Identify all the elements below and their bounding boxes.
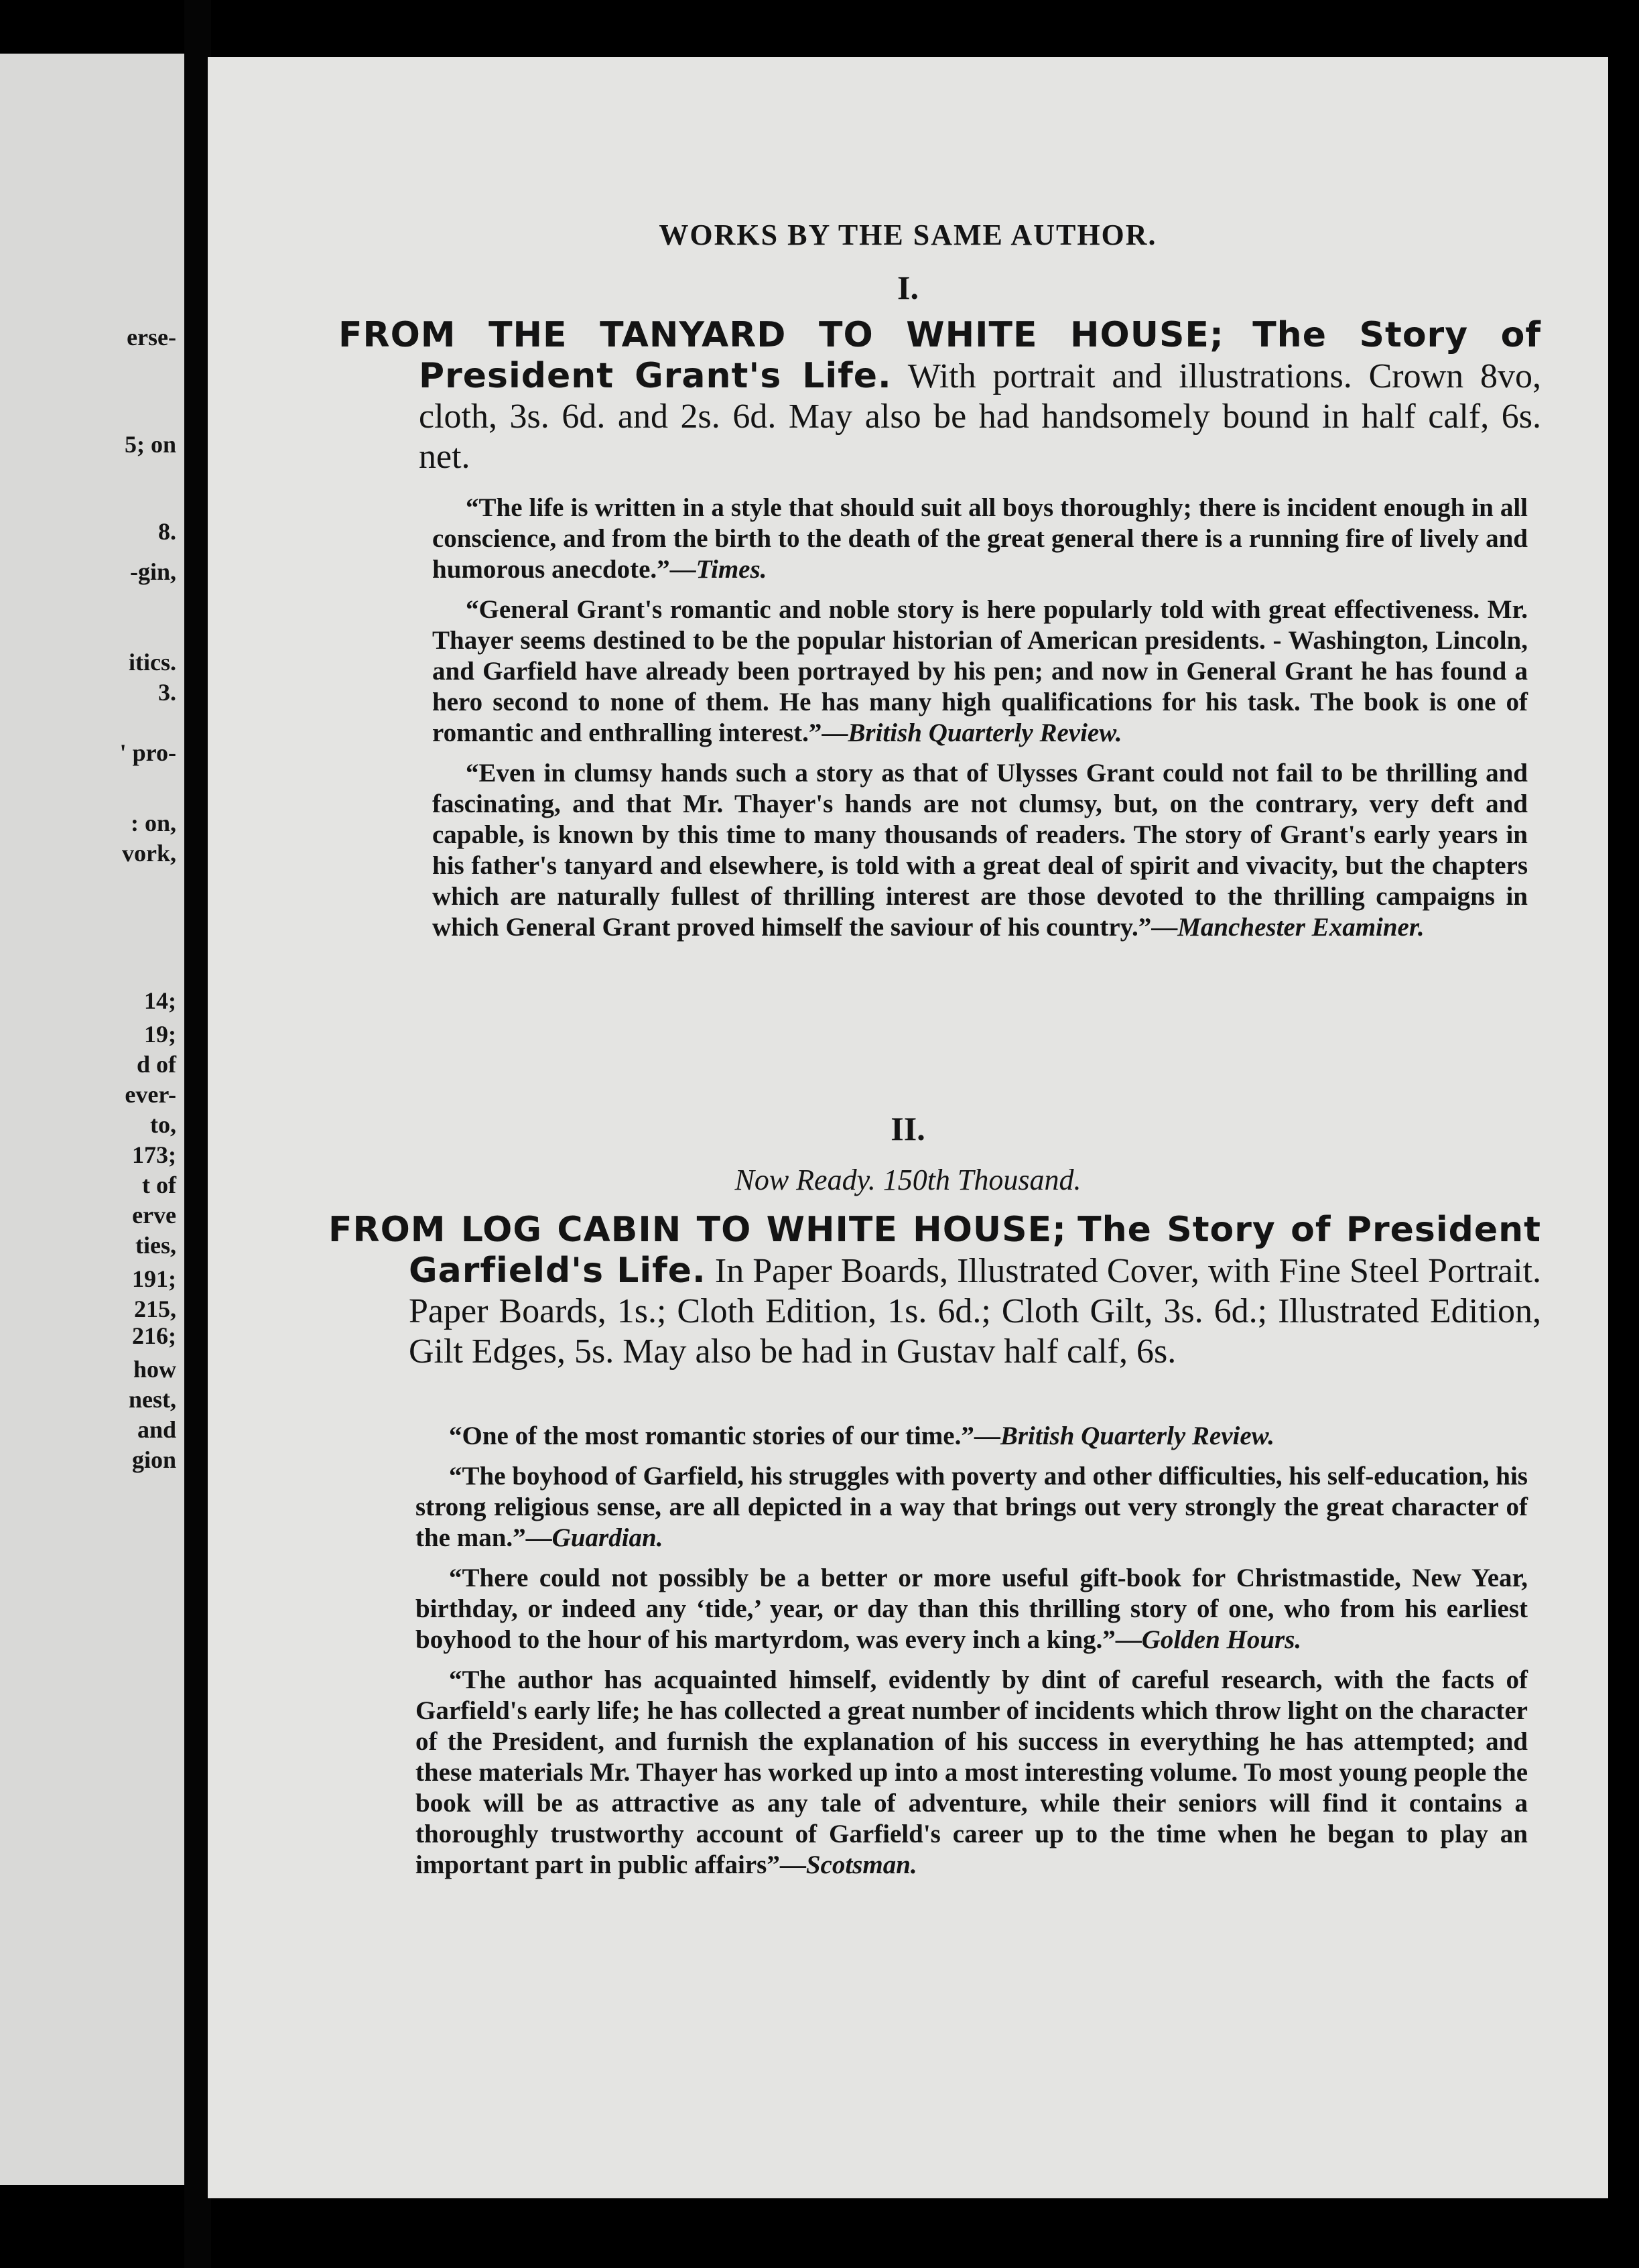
review-paragraph xyxy=(415,1665,1528,1881)
page-heading: WORKS BY THE SAME AUTHOR. xyxy=(659,218,1157,251)
book2-reviews xyxy=(415,1421,1528,1890)
facing-page-line: 14; xyxy=(144,987,176,1014)
facing-page-line: ever- xyxy=(125,1081,176,1108)
book2-title: FROM LOG CABIN TO WHITE HOUSE; xyxy=(328,1210,1067,1250)
facing-page-line: 19; xyxy=(144,1021,176,1048)
facing-page-line: ' pro- xyxy=(119,739,176,766)
review-text: “General Grant's romantic and noble story is here popularly told with great effectiveness. Mr. Thayer seems destined to be the popular historian of American presidents. - Washington, Lincoln, and Garfield have already been portrayed by his pen; and now in General Grant he has found a hero second to none of them. He has many high qualifications for his task. The book is one of romantic and enthralling interest.”— xyxy=(432,595,1528,747)
book-gutter xyxy=(184,0,211,2268)
facing-page-line: 3. xyxy=(158,679,176,706)
facing-page-line: itics. xyxy=(129,649,176,676)
facing-page-line: ties, xyxy=(135,1232,176,1259)
book1-numeral: I. xyxy=(897,269,919,306)
facing-page-line: erse- xyxy=(127,324,176,351)
review-text: “The author has acquainted himself, evidently by dint of careful research, with the facts of Garfield's early life; he has collected a great number of incidents which throw light on the character of the President, and furnish the explanation of his success in everything he has attempted; and these materials Mr. Thayer has worked up into a most interesting volume. To most young people the book will be as attractive as any tale of adventure, while their seniors will find it contains a thoroughly trustworthy account of Garfield's career up to the time when he began to play an important part in public affairs”— xyxy=(415,1665,1528,1879)
review-paragraph xyxy=(432,493,1528,585)
review-text: “There could not possibly be a better or more useful gift-book for Christmastide, New Year, birthday, or indeed any ‘tide,’ year, or day than this thrilling story of one, who from his earliest boyhood to the hour of his martyrdom, was every inch a king.”— xyxy=(415,1564,1528,1654)
book1-subtitle: The Story of President Grant's Life. xyxy=(419,315,1541,396)
review-paragraph xyxy=(415,1421,1528,1452)
review-source: Golden Hours. xyxy=(1141,1625,1302,1654)
book2-details: In Paper Boards, Illustrated Cover, with Fine Steel Portrait. Paper Boards, 1s.; Cloth Edition, 1s. 6d.; Cloth Gilt, 3s. 6d.; Illustrated Edition, Gilt Edges, 5s. May also be had in Gustav half calf, 6s. xyxy=(409,1252,1541,1371)
facing-page-line: 191; xyxy=(132,1265,176,1292)
book1-title-block xyxy=(338,315,1541,477)
book2-subtitle: The Story of President Garfield's Life. xyxy=(409,1210,1542,1291)
review-source: Scotsman. xyxy=(805,1850,917,1879)
book2-title-block xyxy=(328,1210,1541,1372)
review-paragraph xyxy=(415,1563,1528,1655)
facing-page-line: 5; on xyxy=(124,431,176,458)
review-text: “One of the most romantic stories of our time.”— xyxy=(449,1422,1000,1450)
book1-title-line xyxy=(338,315,1541,477)
facing-page-line: nest, xyxy=(129,1386,176,1413)
book2-readiness: Now Ready. 150th Thousand. xyxy=(734,1163,1081,1196)
review-text: “The boyhood of Garfield, his struggles with poverty and other difficulties, his self-education, his strong religious sense, are all depicted in a way that brings out very strongly the great character of the man.”— xyxy=(415,1462,1528,1552)
review-paragraph xyxy=(432,594,1528,749)
facing-page-line: erve xyxy=(132,1202,176,1228)
book1-title: FROM THE TANYARD TO WHITE HOUSE; xyxy=(338,315,1224,355)
facing-page-line: t of xyxy=(142,1172,176,1198)
review-paragraph xyxy=(432,758,1528,943)
facing-page-line: vork, xyxy=(122,840,176,867)
facing-page-line: gion xyxy=(131,1446,176,1473)
book1-reviews xyxy=(432,493,1528,952)
review-source: Guardian. xyxy=(551,1523,663,1552)
review-source: Times. xyxy=(696,555,767,584)
facing-page-line: 8. xyxy=(158,518,176,545)
facing-page-line: -gin, xyxy=(129,558,176,585)
review-source: British Quarterly Review. xyxy=(1000,1422,1274,1450)
facing-page-line: and xyxy=(137,1416,176,1443)
facing-page-line: 216; xyxy=(132,1322,176,1349)
review-source: British Quarterly Review. xyxy=(848,718,1122,747)
book-page xyxy=(208,57,1608,2198)
review-text: “Even in clumsy hands such a story as that of Ulysses Grant could not fail to be thrilling and fascinating, and that Mr. Thayer's hands are not clumsy, but, on the contrary, very deft and capable, is known by this time to many thousands of readers. The story of Grant's early years in his father's tanyard and elsewhere, is told with a great deal of spirit and vivacity, but the chapters which are naturally fullest of thrilling interest are those devoted to the thrilling campaigns in which General Grant proved himself the saviour of his country.”— xyxy=(432,759,1528,942)
page-content xyxy=(208,57,1608,2198)
facing-page-line: 215, xyxy=(134,1296,176,1322)
facing-page-line: d of xyxy=(136,1051,176,1078)
book2-title-line xyxy=(328,1210,1541,1372)
review-source: Manchester Examiner. xyxy=(1177,913,1425,942)
book2-numeral: II. xyxy=(891,1110,925,1147)
facing-page xyxy=(0,54,184,2185)
facing-page-line: to, xyxy=(150,1111,176,1138)
review-text: “The life is written in a style that should suit all boys thoroughly; there is incident enough in all conscience, and from the birth to the death of the great general there is a running fire of lively and humorous anecdote.”— xyxy=(432,493,1528,584)
book1-details: With portrait and illustrations. Crown 8vo, cloth, 3s. 6d. and 2s. 6d. May also be had handsomely bound in half calf, 6s. net. xyxy=(419,357,1542,476)
facing-page-line: how xyxy=(133,1356,176,1383)
facing-page-line: 173; xyxy=(132,1141,176,1168)
review-paragraph xyxy=(415,1461,1528,1554)
facing-page-line: : on, xyxy=(130,810,176,836)
